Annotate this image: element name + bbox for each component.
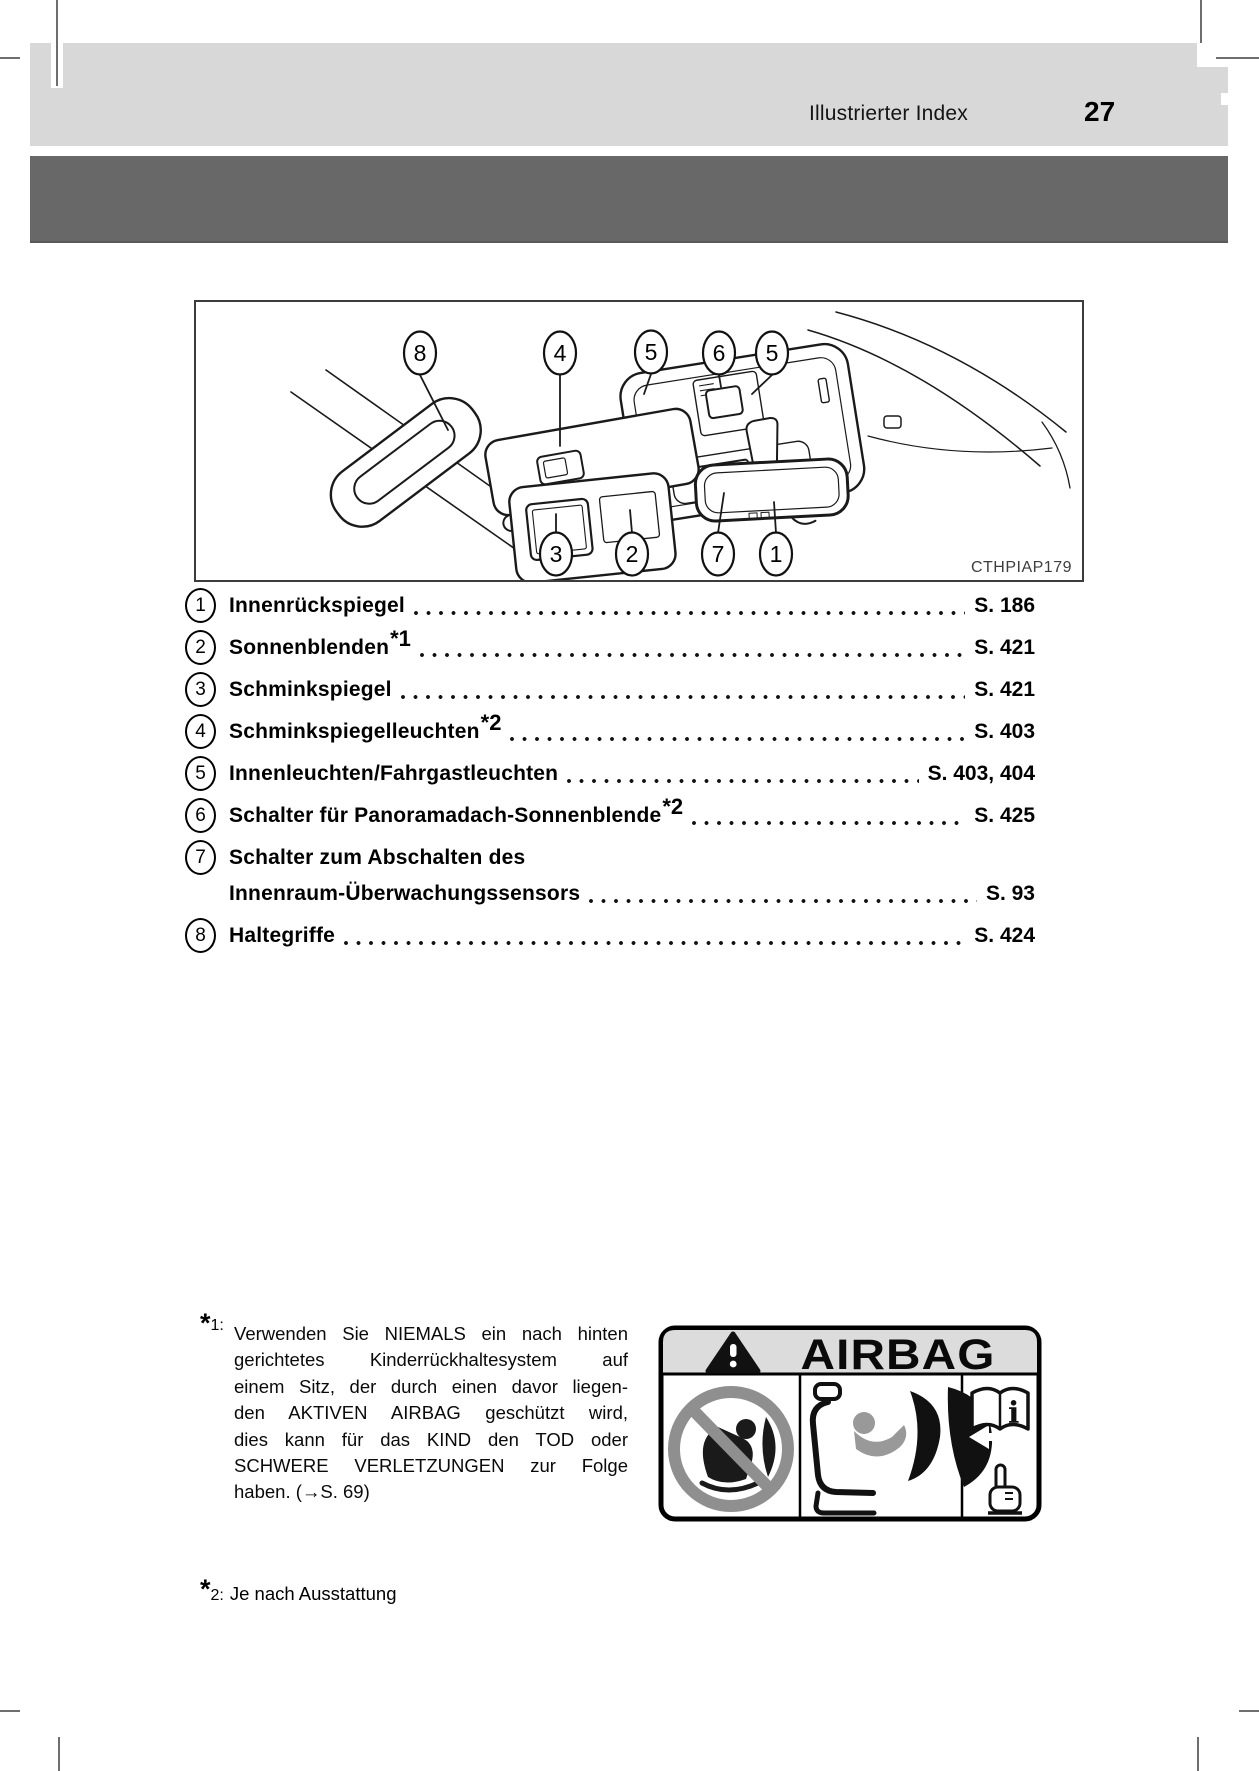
item-page-ref: S. 93 bbox=[985, 881, 1035, 905]
dot-leader bbox=[589, 899, 977, 903]
ceiling-illustration bbox=[196, 302, 1082, 580]
svg-text:8: 8 bbox=[413, 340, 427, 366]
airbag-title: AIRBAG bbox=[800, 1331, 996, 1379]
item-page-ref: S. 403, 404 bbox=[927, 761, 1035, 785]
item-label-line2: Innenraum-Überwachungssensors bbox=[229, 881, 581, 905]
item-number-badge: 1 bbox=[185, 588, 216, 623]
svg-text:2: 2 bbox=[625, 541, 639, 567]
footnote-line: Verwenden Sie NIEMALS ein nach hinten bbox=[234, 1323, 628, 1344]
index-row-2 bbox=[185, 625, 1035, 665]
callout-8 bbox=[404, 332, 436, 375]
crop-mark-bottom-right-vertical bbox=[1197, 1737, 1199, 1771]
item-label: Sonnenblenden bbox=[229, 635, 390, 659]
dot-leader bbox=[414, 611, 965, 615]
footnote-index: 1: bbox=[210, 1317, 224, 1334]
dot-leader bbox=[510, 737, 965, 741]
index-row-6 bbox=[185, 793, 1035, 833]
sun-visor-lowered bbox=[508, 472, 677, 580]
figure-box bbox=[194, 300, 1084, 582]
item-label: Schminkspiegelleuchten bbox=[229, 719, 480, 743]
crop-mark-bottom-right-horizontal bbox=[1239, 1710, 1259, 1712]
item-number-badge: 6 bbox=[185, 798, 216, 833]
footnote-line: dies kann für das KIND den TOD oder bbox=[234, 1428, 628, 1450]
dot-leader bbox=[401, 695, 966, 699]
crop-mark-top-left-vertical-over bbox=[56, 0, 58, 86]
callout-2 bbox=[616, 533, 648, 576]
svg-text:7: 7 bbox=[711, 541, 725, 567]
register-notch-right-small bbox=[1221, 93, 1228, 105]
item-page-ref: S. 421 bbox=[974, 635, 1035, 659]
index-row-5 bbox=[185, 756, 1035, 791]
crop-mark-top-right-vertical bbox=[1200, 0, 1202, 43]
index-list bbox=[185, 588, 1035, 960]
item-page-ref: S. 425 bbox=[974, 803, 1035, 827]
svg-text:4: 4 bbox=[553, 340, 567, 366]
footnote-ref: *1 bbox=[390, 625, 411, 651]
page-title: Illustrierter Index bbox=[808, 102, 968, 125]
header-band bbox=[30, 43, 1228, 146]
footnote-asterisk: * bbox=[200, 1574, 211, 1604]
item-label: Schalter zum Abschalten des bbox=[229, 845, 526, 869]
item-number-badge: 8 bbox=[185, 918, 216, 953]
footnote-line: SCHWERE VERLETZUNGEN zur Folge bbox=[234, 1455, 628, 1477]
callout-5b bbox=[756, 332, 788, 375]
roof-edge bbox=[836, 312, 1066, 432]
dot-leader bbox=[692, 821, 965, 825]
svg-text:6: 6 bbox=[712, 340, 726, 366]
crop-mark-top-right-horizontal bbox=[1216, 57, 1259, 59]
crop-mark-top-left-horizontal bbox=[0, 57, 20, 59]
svg-text:3: 3 bbox=[549, 541, 563, 567]
footnote-1-text bbox=[234, 1321, 628, 1506]
item-label: Innenleuchten/Fahrgastleuchten bbox=[229, 761, 559, 785]
headliner-fold bbox=[868, 436, 1052, 452]
footnote-ref: *2 bbox=[480, 709, 502, 735]
crop-mark-bottom-left-horizontal bbox=[0, 1710, 20, 1712]
dot-leader bbox=[420, 653, 965, 657]
crop-mark-bottom-left-vertical bbox=[58, 1737, 60, 1771]
svg-text:1: 1 bbox=[769, 541, 783, 567]
item-number-badge: 5 bbox=[185, 756, 216, 791]
register-notch-right bbox=[1197, 43, 1228, 67]
roof-clip bbox=[884, 416, 901, 428]
index-row-8 bbox=[185, 918, 1035, 953]
footnote-2 bbox=[200, 1576, 396, 1603]
index-row-3 bbox=[185, 672, 1035, 707]
index-row-1 bbox=[185, 588, 1035, 623]
item-label: Innenrückspiegel bbox=[229, 593, 405, 617]
section-band bbox=[30, 156, 1228, 243]
footnote-line: haben. (→S. 69) bbox=[234, 1481, 370, 1503]
info-i-glyph: i bbox=[1008, 1396, 1020, 1431]
footnote-asterisk: * bbox=[200, 1308, 211, 1338]
dot-leader bbox=[344, 941, 965, 945]
footnote-line: einem Sitz, der durch einen davor liegen- bbox=[234, 1375, 628, 1397]
footnote-ref: *2 bbox=[662, 793, 684, 819]
callout-7 bbox=[702, 533, 734, 576]
footnote-1 bbox=[200, 1310, 700, 1510]
item-number-badge: 7 bbox=[185, 840, 216, 875]
item-label: Schminkspiegel bbox=[229, 677, 392, 701]
airbag-warning-label bbox=[658, 1325, 1042, 1522]
callout-6 bbox=[703, 332, 735, 375]
item-page-ref: S. 403 bbox=[974, 719, 1035, 743]
callout-1 bbox=[760, 533, 792, 576]
dot-leader bbox=[567, 779, 918, 783]
footnote-2-text: Je nach Ausstattung bbox=[229, 1583, 397, 1604]
footnote-index: 2: bbox=[210, 1587, 224, 1604]
item-label: Haltegriffe bbox=[229, 923, 336, 947]
item-number-badge: 4 bbox=[185, 714, 216, 749]
index-row-7 bbox=[185, 840, 1035, 911]
item-label: Schalter für Panoramadach-Sonnenblende bbox=[229, 803, 662, 827]
svg-text:5: 5 bbox=[765, 340, 779, 366]
footnote-line: den AKTIVEN AIRBAG geschützt wird, bbox=[234, 1402, 628, 1424]
footnote-line: gerichtetes Kinderrückhaltesystem auf bbox=[234, 1349, 628, 1371]
item-number-badge: 3 bbox=[185, 672, 216, 707]
figure-code: CTHPIAP179 bbox=[970, 559, 1072, 576]
indent-spacer bbox=[185, 876, 229, 911]
item-page-ref: S. 424 bbox=[974, 923, 1035, 947]
callout-3 bbox=[540, 533, 572, 576]
callout-4 bbox=[544, 332, 576, 375]
index-row-4 bbox=[185, 709, 1035, 749]
item-page-ref: S. 421 bbox=[974, 677, 1035, 701]
callout-5a bbox=[635, 331, 667, 374]
svg-text:5: 5 bbox=[644, 339, 658, 365]
item-number-badge: 2 bbox=[185, 630, 216, 665]
item-page-ref: S. 186 bbox=[974, 593, 1035, 617]
page-number: 27 bbox=[1084, 96, 1116, 127]
